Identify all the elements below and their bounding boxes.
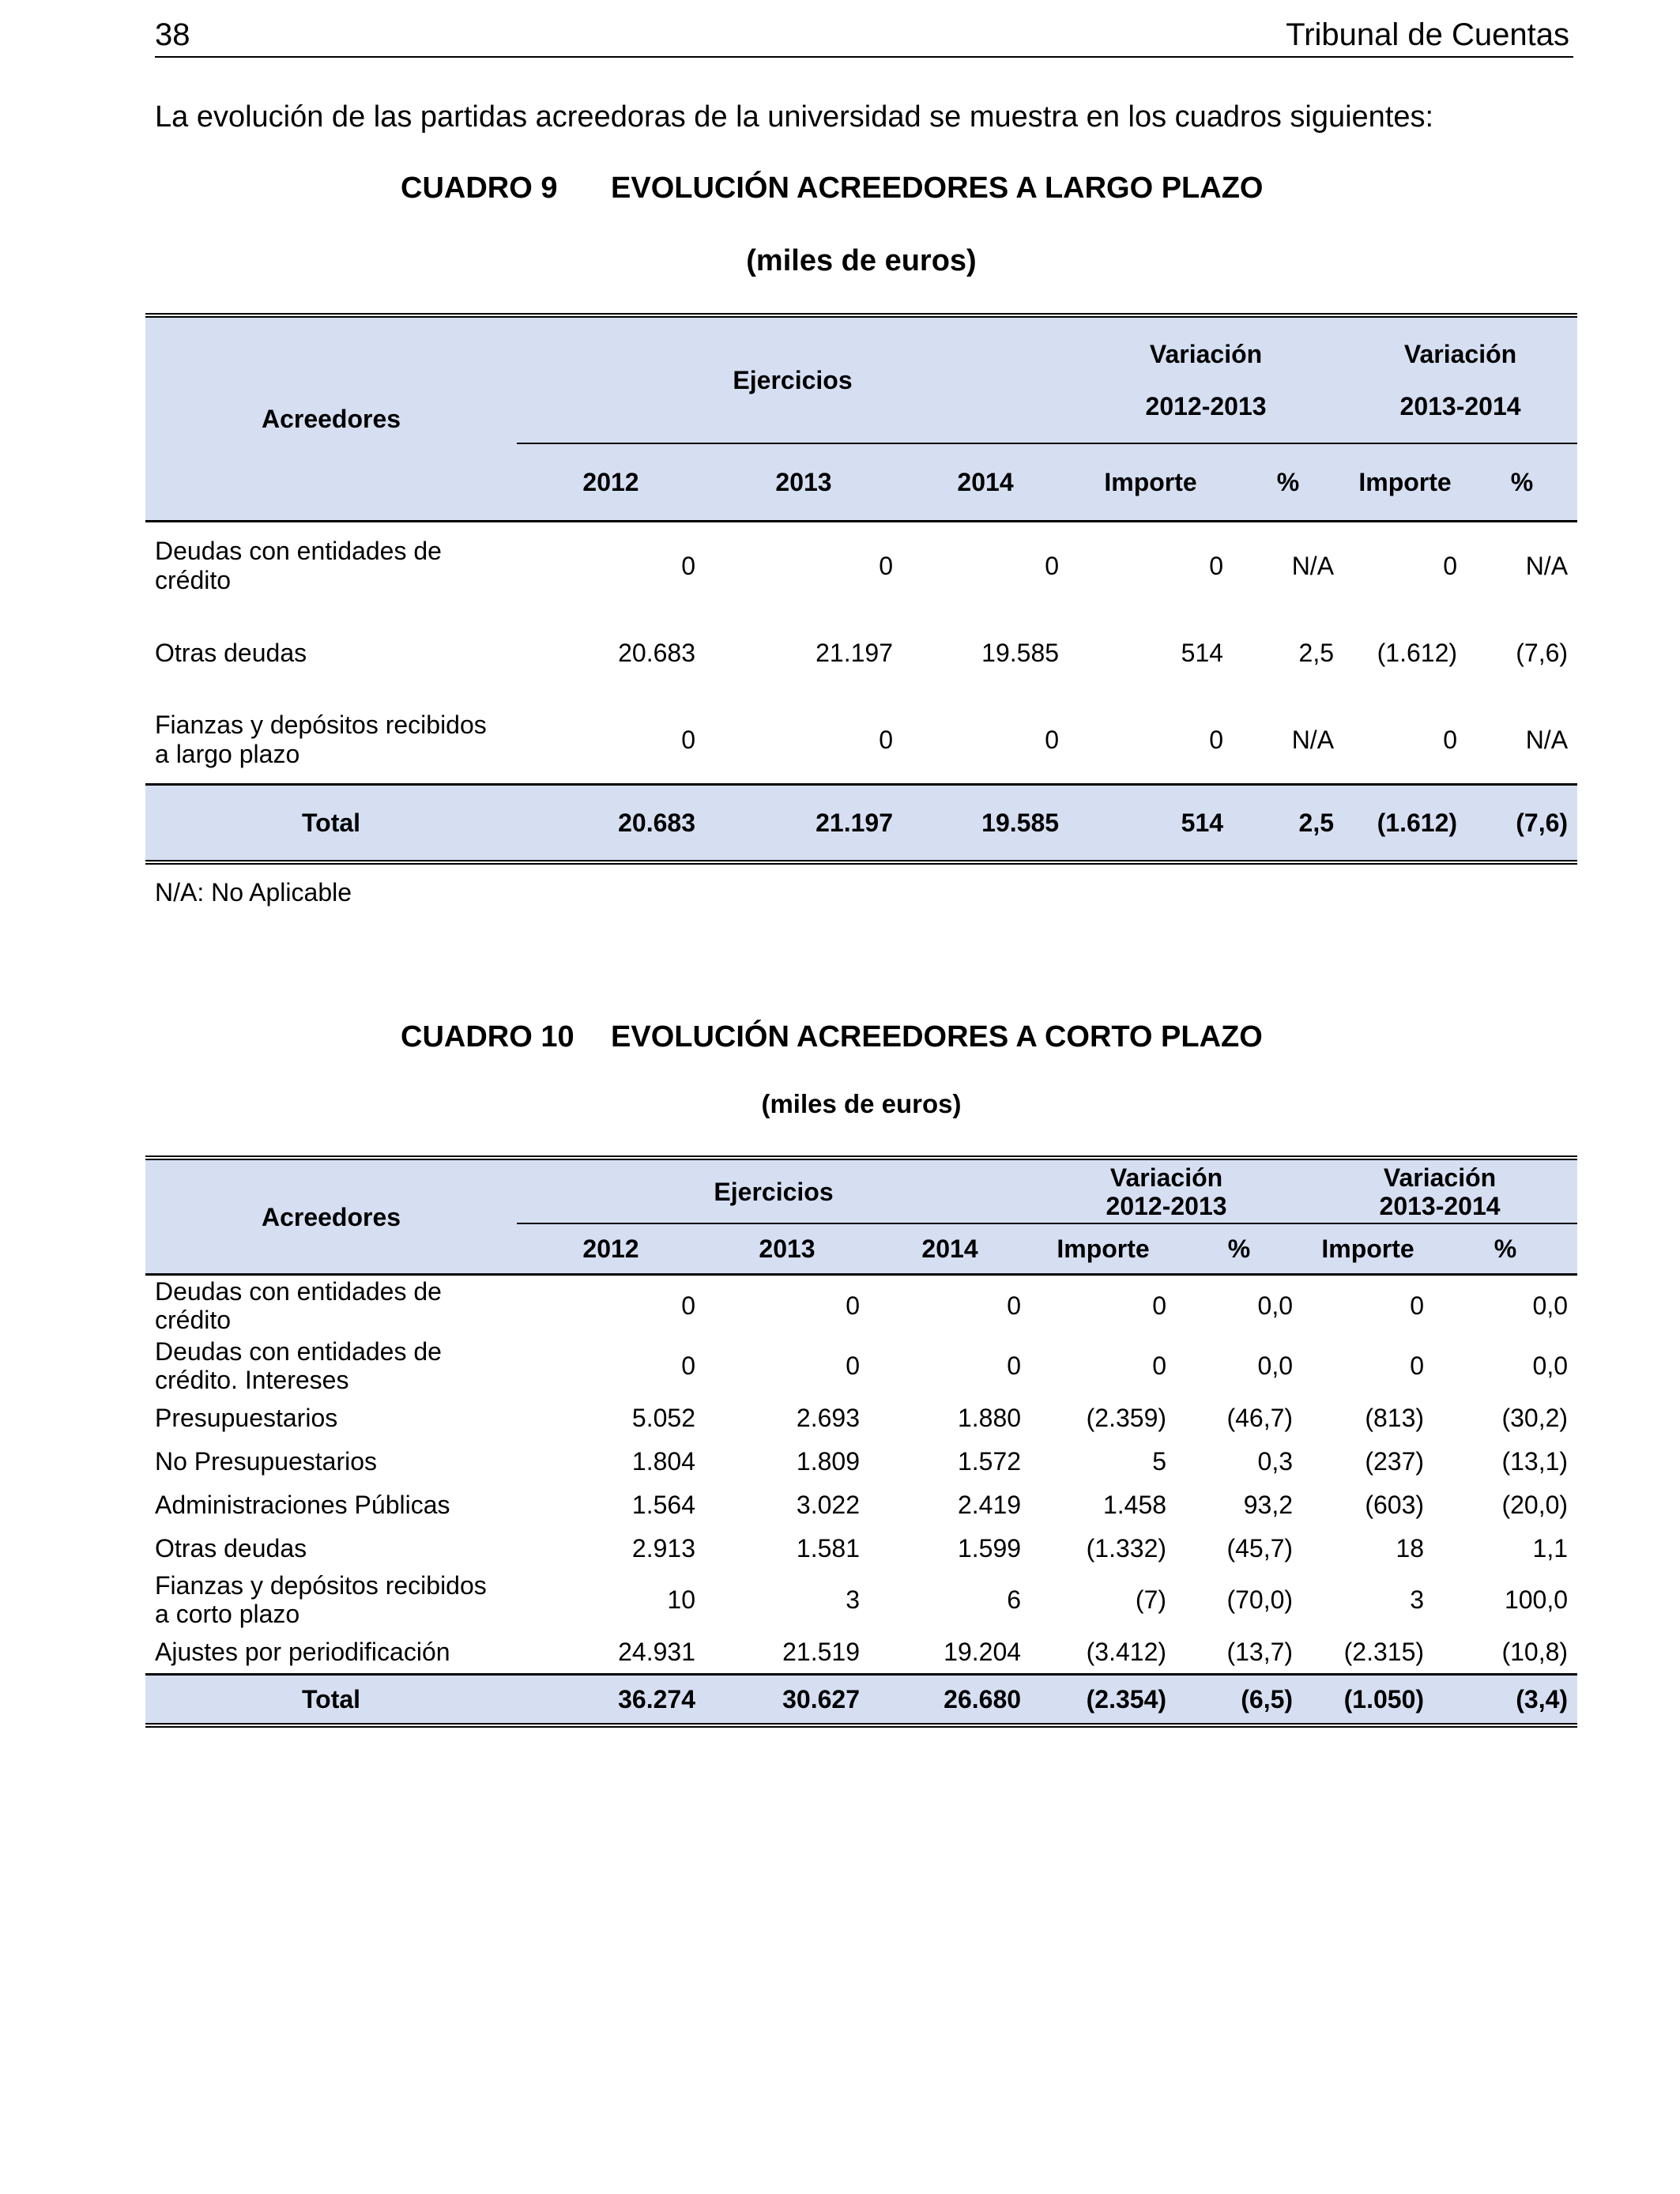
total-2013: 21.197 xyxy=(705,785,902,863)
cell-2013: 3.022 xyxy=(796,1490,860,1519)
cell-pct-1: (46,7) xyxy=(1226,1403,1294,1432)
total-pct-2: (7,6) xyxy=(1467,785,1577,863)
cuadro-10-number: CUADRO 10 xyxy=(401,1020,574,1054)
cell-pct-1: (70,0) xyxy=(1226,1585,1294,1614)
variacion-period: 2013-2014 xyxy=(1379,1191,1501,1220)
cell-pct-2: (30,2) xyxy=(1501,1403,1569,1432)
table-row xyxy=(145,1483,1577,1526)
row-label: Presupuestarios xyxy=(155,1403,338,1432)
cell-2013: 21.519 xyxy=(782,1637,860,1666)
footnote: N/A: No Aplicable xyxy=(155,878,352,907)
header-acreedores: Acreedores xyxy=(145,1158,517,1275)
row-label: Administraciones Públicas xyxy=(155,1490,450,1519)
cuadro-10-heading: EVOLUCIÓN ACREEDORES A CORTO PLAZO xyxy=(611,1020,1263,1054)
header-2013: 2013 xyxy=(705,443,902,522)
cell-2013: 0 xyxy=(879,725,893,754)
header-2012: 2012 xyxy=(517,443,705,522)
cell-2014: 6 xyxy=(1007,1585,1022,1614)
cell-2012: 0 xyxy=(681,551,695,580)
total-pct-2: (3,4) xyxy=(1433,1675,1577,1726)
row-label: Fianzas y depósitos recibidos a largo plazo xyxy=(155,711,487,768)
cell-pct-1: (13,7) xyxy=(1226,1637,1294,1666)
cell-2013: 1.809 xyxy=(796,1446,860,1476)
cell-pct-2: (10,8) xyxy=(1501,1637,1569,1666)
row-label: Fianzas y depósitos recibidos a corto plazo xyxy=(155,1571,487,1628)
total-row xyxy=(145,785,1577,863)
cell-2013: 3 xyxy=(846,1585,860,1614)
header-variacion-2013-2014 xyxy=(1343,315,1577,443)
row-label: Otras deudas xyxy=(155,1533,307,1563)
cell-2014: 0 xyxy=(1045,551,1060,580)
cell-importe-2: (603) xyxy=(1365,1490,1425,1519)
header-ejercicios: Ejercicios xyxy=(517,1158,1030,1223)
table-row xyxy=(145,1439,1577,1483)
cell-2012: 5.052 xyxy=(631,1403,695,1432)
cell-importe-1: (2.359) xyxy=(1086,1403,1167,1432)
cell-importe-2: (1.612) xyxy=(1377,638,1458,667)
variacion-label: Variación xyxy=(1109,1163,1223,1192)
header-pct-2: % xyxy=(1467,443,1577,522)
document-title: Tribunal de Cuentas xyxy=(1286,17,1569,52)
cell-2012: 1.804 xyxy=(631,1446,695,1476)
row-label: Ajustes por periodificación xyxy=(155,1637,450,1666)
cuadro-9-title xyxy=(401,169,1263,207)
cuadro-10-table xyxy=(145,1155,1577,1728)
cell-importe-2: (237) xyxy=(1365,1446,1425,1476)
header-importe-1: Importe xyxy=(1030,1223,1176,1275)
cell-2013: 1.581 xyxy=(796,1533,860,1563)
table-row xyxy=(145,696,1577,785)
cell-pct-2: N/A xyxy=(1525,551,1569,580)
cell-pct-1: 2,5 xyxy=(1298,638,1335,667)
cell-pct-2: 1,1 xyxy=(1532,1533,1569,1563)
cell-importe-2: 0 xyxy=(1443,551,1458,580)
cell-2012: 24.931 xyxy=(618,1637,695,1666)
cell-2012: 0 xyxy=(681,725,695,754)
header-acreedores: Acreedores xyxy=(145,315,517,522)
total-importe-2: (1.612) xyxy=(1343,785,1467,863)
cuadro-9-unit: (miles de euros) xyxy=(746,244,977,277)
row-label: Otras deudas xyxy=(155,638,307,667)
total-row xyxy=(145,1675,1577,1726)
total-2014: 19.585 xyxy=(902,785,1068,863)
cell-importe-2: 3 xyxy=(1410,1585,1425,1614)
cell-pct-1: N/A xyxy=(1291,725,1335,754)
cell-2013: 0 xyxy=(879,551,893,580)
row-label: No Presupuestarios xyxy=(155,1446,378,1476)
total-2012: 36.274 xyxy=(517,1675,705,1726)
cell-2013: 0 xyxy=(846,1351,860,1380)
cell-pct-1: N/A xyxy=(1291,551,1335,580)
cell-importe-1: 514 xyxy=(1181,638,1224,667)
header-importe-2: Importe xyxy=(1302,1223,1433,1275)
cell-2012: 1.564 xyxy=(631,1490,695,1519)
cell-importe-2: 0 xyxy=(1410,1351,1425,1380)
cell-importe-1: (1.332) xyxy=(1086,1533,1167,1563)
cell-pct-2: 0,0 xyxy=(1532,1351,1569,1380)
table-row xyxy=(145,609,1577,696)
header-2014: 2014 xyxy=(902,443,1068,522)
header-importe-2: Importe xyxy=(1343,443,1467,522)
header-rule xyxy=(155,56,1573,58)
cell-importe-1: (7) xyxy=(1135,1585,1167,1614)
cell-pct-2: N/A xyxy=(1525,725,1569,754)
header-2014: 2014 xyxy=(869,1223,1030,1275)
cell-importe-2: (2.315) xyxy=(1343,1637,1425,1666)
cell-2014: 19.585 xyxy=(981,638,1060,667)
cell-pct-1: 0,0 xyxy=(1257,1291,1294,1320)
header-2013: 2013 xyxy=(705,1223,869,1275)
cuadro-10-unit: (miles de euros) xyxy=(761,1089,962,1118)
cell-2012: 0 xyxy=(681,1351,695,1380)
cell-pct-1: (45,7) xyxy=(1226,1533,1294,1563)
cell-importe-2: 0 xyxy=(1410,1291,1425,1320)
cell-pct-2: (20,0) xyxy=(1501,1490,1569,1519)
total-importe-1: 514 xyxy=(1068,785,1233,863)
table-row xyxy=(145,1275,1577,1336)
total-importe-2: (1.050) xyxy=(1302,1675,1433,1726)
row-label: Deudas con entidades de crédito. Intereses xyxy=(155,1337,442,1394)
table-row xyxy=(145,522,1577,610)
table-row xyxy=(145,1396,1577,1439)
cell-importe-2: 0 xyxy=(1443,725,1458,754)
header-variacion-2013-2014 xyxy=(1302,1158,1577,1223)
header-pct-1: % xyxy=(1233,443,1343,522)
cell-pct-2: (13,1) xyxy=(1501,1446,1569,1476)
cell-2013: 0 xyxy=(846,1291,860,1320)
variacion-period: 2012-2013 xyxy=(1145,392,1267,420)
cell-2014: 0 xyxy=(1045,725,1060,754)
total-2013: 30.627 xyxy=(705,1675,869,1726)
page-number: 38 xyxy=(155,17,190,52)
cell-importe-1: 0 xyxy=(1209,551,1224,580)
header-variacion-2012-2013 xyxy=(1030,1158,1302,1223)
cell-2013: 21.197 xyxy=(816,638,893,667)
variacion-period: 2013-2014 xyxy=(1399,392,1521,420)
cell-2014: 19.204 xyxy=(944,1637,1022,1666)
variacion-period: 2012-2013 xyxy=(1106,1191,1227,1220)
cell-importe-1: (3.412) xyxy=(1086,1637,1167,1666)
header-pct-1: % xyxy=(1176,1223,1302,1275)
cell-2014: 1.599 xyxy=(957,1533,1022,1563)
header-pct-2: % xyxy=(1433,1223,1577,1275)
cell-importe-2: (813) xyxy=(1365,1403,1425,1432)
row-label: Deudas con entidades de crédito xyxy=(155,537,442,594)
header-variacion-2012-2013 xyxy=(1068,315,1343,443)
cuadro-9-table xyxy=(145,313,1577,865)
total-2014: 26.680 xyxy=(869,1675,1030,1726)
header-2012: 2012 xyxy=(517,1223,705,1275)
cell-2012: 2.913 xyxy=(631,1533,695,1563)
cell-importe-1: 0 xyxy=(1152,1291,1167,1320)
total-label: Total xyxy=(145,1675,517,1726)
cell-importe-1: 1.458 xyxy=(1102,1490,1167,1519)
cell-importe-1: 0 xyxy=(1209,725,1224,754)
cell-pct-2: (7,6) xyxy=(1516,638,1569,667)
intro-paragraph: La evolución de las partidas acreedoras de la universidad se muestra en los cuadros siguientes: xyxy=(155,100,1434,134)
cell-2014: 0 xyxy=(1007,1351,1022,1380)
cell-pct-2: 100,0 xyxy=(1504,1585,1569,1614)
cell-2012: 0 xyxy=(681,1291,695,1320)
variacion-label: Variación xyxy=(1149,340,1263,368)
table-row xyxy=(145,1570,1577,1630)
total-label: Total xyxy=(145,785,517,863)
table-row xyxy=(145,1336,1577,1396)
table-row xyxy=(145,1630,1577,1675)
cell-pct-1: 93,2 xyxy=(1243,1490,1294,1519)
cell-2012: 10 xyxy=(667,1585,695,1614)
total-pct-1: 2,5 xyxy=(1233,785,1343,863)
cell-2014: 0 xyxy=(1007,1291,1022,1320)
variacion-label: Variación xyxy=(1403,340,1517,368)
cell-2014: 1.880 xyxy=(957,1403,1022,1432)
cell-2013: 2.693 xyxy=(796,1403,860,1432)
cell-pct-1: 0,0 xyxy=(1257,1351,1294,1380)
cell-importe-1: 5 xyxy=(1152,1446,1167,1476)
cuadro-9-heading: EVOLUCIÓN ACREEDORES A LARGO PLAZO xyxy=(611,172,1264,205)
header-importe-1: Importe xyxy=(1068,443,1233,522)
cell-2014: 1.572 xyxy=(957,1446,1022,1476)
header-ejercicios: Ejercicios xyxy=(517,315,1068,443)
total-pct-1: (6,5) xyxy=(1176,1675,1302,1726)
cell-importe-2: 18 xyxy=(1396,1533,1425,1563)
cuadro-9-number: CUADRO 9 xyxy=(401,172,558,205)
cell-importe-1: 0 xyxy=(1152,1351,1167,1380)
variacion-label: Variación xyxy=(1383,1163,1497,1192)
row-label: Deudas con entidades de crédito xyxy=(155,1277,442,1334)
cell-pct-1: 0,3 xyxy=(1257,1446,1294,1476)
total-importe-1: (2.354) xyxy=(1030,1675,1176,1726)
cell-2012: 20.683 xyxy=(618,638,695,667)
cell-pct-2: 0,0 xyxy=(1532,1291,1569,1320)
cell-2014: 2.419 xyxy=(957,1490,1022,1519)
total-2012: 20.683 xyxy=(517,785,705,863)
table-row xyxy=(145,1526,1577,1570)
cuadro-10-title xyxy=(401,1018,1263,1056)
